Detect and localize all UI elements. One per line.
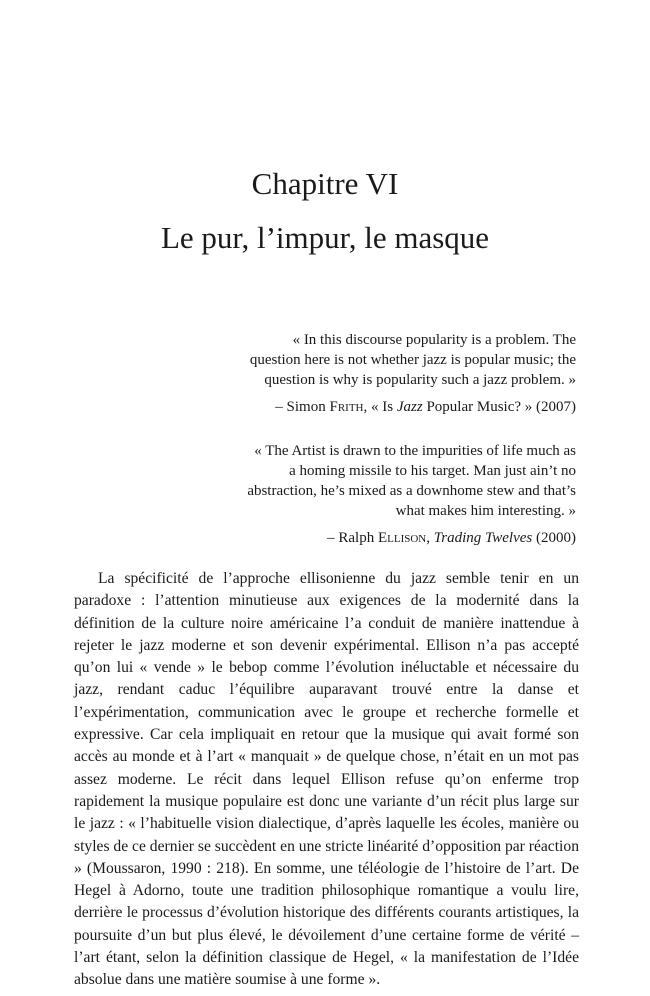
attribution-author: Frith [329,399,364,415]
body-paragraph: La spécificité de l’approche ellisonienne du jazz semble tenir en un paradoxe : l’attention minutieuse aux exigences de la modernité dans la définition de la culture noire américaine l’a conduit de manière inattendue à rejeter le jazz moderne et son devenir expérimental. Ellison n’a pas accepté qu’on lui « vende » le bebop comme l’évolution inéluctable et nécessaire du jazz, rendant caduc l’équilibre auparavant trouvé entre la danse et l’expérimentation, communication avec le groupe et recherche formelle et expressive. Car cela impliquait en retour que la musique qui avait formé son accès au monde et à l’art « manquait » de quelque chose, n’était en un mot pas assez moderne. Le récit dans lequel Ellison refuse qu’on enferme trop rapidement la musique populaire est donc une variante d’un récit plus large sur le jazz : « l’habituelle vision dialectique, d’après laquelle les écoles, manière ou styles de ce dernier se succèdent en une stricte linéarité d’opposition par réaction » (Moussaron, 1990 : 218). En somme, une téléologie de l’histoire de l’art. De Hegel à Adorno, toute une tradition philosophique romantique a voulu lire, derrière le processus d’évolution historique des différents courants artistiques, la poursuite d’un but plus élevé, le dévoilement d’une certaine forme de vérité – l’art étant, selon la définition classique de Hegel, « la manifestation de l’Idée absolue dans une matière soumise à une forme ». [74,570,579,989]
epigraph-attribution [246,397,576,417]
attribution-author: Ellison [377,530,427,546]
attribution-source-italic: Jazz [396,399,423,415]
attribution-source-pre: , [426,530,434,546]
attribution-source-italic: Trading Twelves [433,530,533,546]
attribution-dash: – Ralph [327,530,378,546]
epigraph-ellison [246,441,576,548]
chapter-number: Chapitre VI [251,166,399,201]
epigraph-quote: « The Artist is drawn to the impurities of life much as a homing missile to his target. Man just ain’t no abstraction, he’s mixed as a downhome stew and that’s what makes him interesting. » [247,443,576,519]
attribution-source-post: (2000) [532,530,576,546]
epigraph-attribution [246,528,576,548]
attribution-source-post: Popular Music? » (2007) [422,399,576,415]
epigraph-frith [246,330,576,417]
epigraph-quote: « In this discourse popularity is a problem. The question here is not whether jazz is popular music; the question is why is popularity such a jazz problem. » [249,332,576,388]
attribution-dash: – Simon [275,399,330,415]
chapter-title: Le pur, l’impur, le masque [160,220,490,255]
attribution-source-pre: , « Is [363,399,397,415]
